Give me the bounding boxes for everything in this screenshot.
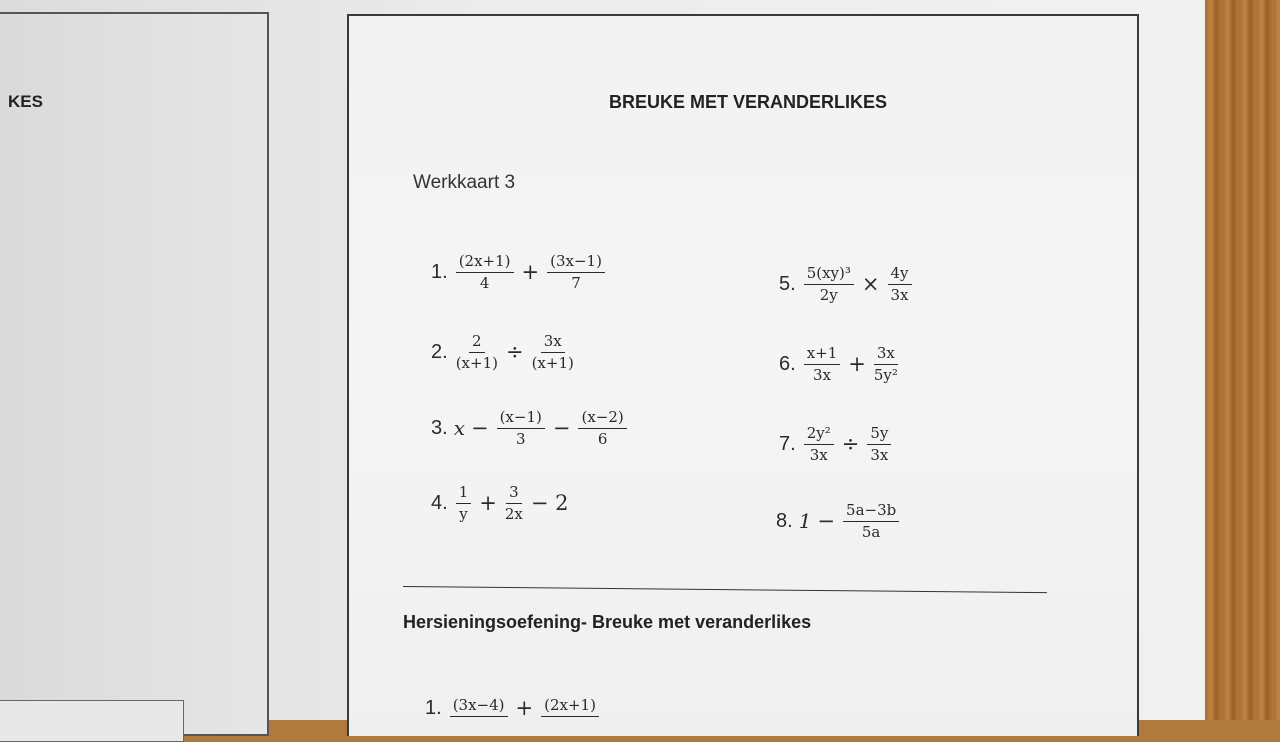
problem-number: 3. [431,416,448,439]
term: x [453,416,465,440]
problem-number: 2. [431,340,448,363]
fraction [456,484,472,522]
denominator: 4 [479,273,490,292]
numerator: 1 [456,484,472,504]
fraction [888,265,912,303]
problem-1 [431,253,607,291]
revision-heading: Hersieningsoefening- Breuke met veranderlikes [403,612,812,632]
denominator: (x+1) [531,353,574,372]
problem-number: 1. [425,696,442,719]
fraction [804,425,834,463]
problem-6 [779,345,900,383]
operator: − [470,416,489,440]
fraction [804,265,854,303]
fraction [505,484,523,522]
operator: − [552,416,571,440]
problem-3 [431,409,629,447]
term: 1 [798,509,812,533]
numerator: 3x [874,345,898,365]
fraction [578,409,626,447]
operator: − [817,509,836,533]
fraction [497,409,545,447]
fraction [874,345,898,383]
wooden-desk [1205,0,1280,720]
operator: × [861,272,880,296]
problem-8 [776,502,901,540]
problem-number: 6. [779,352,796,375]
problem-5 [779,265,914,303]
denominator: y [459,504,468,523]
problem-number: 5. [779,272,796,295]
numerator: (x−1) [497,409,545,429]
operator: + [515,696,534,720]
denominator: 3x [809,445,828,464]
fraction [547,253,605,291]
problem-number: 8. [776,509,793,532]
problem-4 [431,484,575,522]
left-page-box [0,700,184,742]
denominator: 5y² [873,365,898,384]
numerator: 4y [888,265,912,285]
fraction [867,425,891,463]
denominator: 6 [597,429,608,448]
numerator: 5y [867,425,891,445]
denominator: 3x [812,365,831,384]
left-page-heading: KES [8,92,43,111]
numerator: 2y² [804,425,834,445]
numerator: (3x−4) [450,697,508,717]
numerator: x+1 [804,345,841,365]
denominator: 5a [861,522,881,541]
numerator: 5a−3b [843,502,899,522]
worksheet-title: BREUKE MET VERANDERLIKES [608,92,888,112]
worksheet-page [347,14,1139,736]
problem-number: 1. [431,260,448,283]
left-worksheet-page [0,12,269,736]
problem-number: 4. [431,491,448,514]
denominator: 2y [819,285,838,304]
fraction [804,345,841,383]
section-divider [403,586,1047,593]
worksheet-card-label: Werkkaart 3 [413,172,516,193]
denominator: 3x [890,285,909,304]
numerator: 5(xy)³ [804,265,854,285]
problem-2 [431,333,576,371]
operator: + [521,260,540,284]
numerator: 3 [506,484,522,504]
operator: ÷ [505,340,524,364]
denominator: 7 [571,273,581,292]
numerator: (x−2) [578,409,626,429]
operator: + [479,491,497,515]
numerator: 3x [541,333,565,353]
denominator: 3x [870,445,889,464]
numerator: 2 [469,333,485,353]
fraction [450,697,508,719]
fraction [532,333,574,371]
denominator: (x+1) [455,353,498,372]
problem-7 [779,425,893,463]
operator: ÷ [841,432,860,456]
revision-problem-1 [425,696,601,720]
operator: − 2 [530,491,569,515]
numerator: (2x+1) [456,253,514,273]
problem-number: 7. [779,432,796,455]
fraction [843,502,899,540]
numerator: (2x+1) [541,697,599,717]
numerator: (3x−1) [547,253,605,273]
fraction [456,333,498,371]
denominator: 2x [504,504,523,523]
denominator: 3 [515,429,526,448]
operator: + [848,352,866,376]
fraction [541,697,599,719]
fraction [456,253,514,291]
